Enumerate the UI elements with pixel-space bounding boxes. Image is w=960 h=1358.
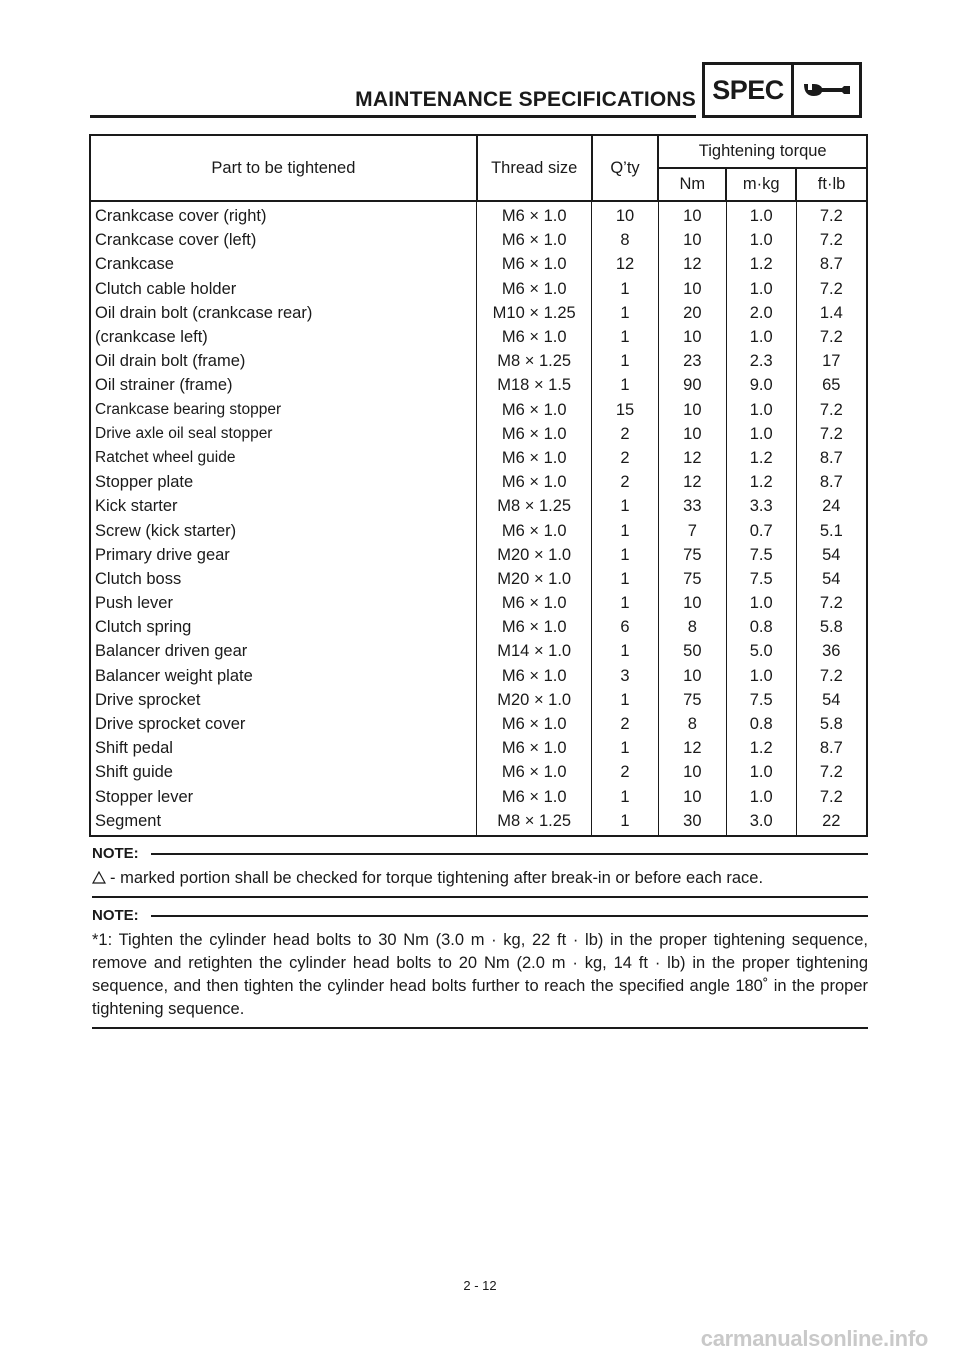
cell-ftlb: 7.2	[796, 325, 867, 349]
cell-mkg: 1.0	[726, 785, 796, 809]
cell-part: Shift guide	[90, 760, 477, 784]
cell-nm: 90	[658, 373, 726, 397]
cell-thread: M14 × 1.0	[477, 639, 592, 663]
cell-part: Oil drain bolt (crankcase rear)	[90, 301, 477, 325]
cell-thread: M6 × 1.0	[477, 252, 592, 276]
cell-ftlb: 7.2	[796, 398, 867, 422]
cell-nm: 20	[658, 301, 726, 325]
cell-nm: 10	[658, 228, 726, 252]
cell-ftlb: 5.8	[796, 712, 867, 736]
cell-mkg: 1.2	[726, 736, 796, 760]
cell-part: Crankcase	[90, 252, 477, 276]
cell-part: Oil drain bolt (frame)	[90, 349, 477, 373]
cell-part: Drive sprocket	[90, 688, 477, 712]
cell-qty: 2	[592, 760, 659, 784]
note-break-in	[92, 842, 868, 898]
cell-nm: 12	[658, 470, 726, 494]
table-row	[90, 494, 867, 518]
cell-part: Screw (kick starter)	[90, 518, 477, 542]
table-row	[90, 809, 867, 836]
cell-ftlb: 24	[796, 494, 867, 518]
cell-qty: 1	[592, 349, 659, 373]
cell-mkg: 7.5	[726, 567, 796, 591]
cell-nm: 12	[658, 252, 726, 276]
cell-nm: 8	[658, 615, 726, 639]
cell-mkg: 1.2	[726, 446, 796, 470]
cell-part: Oil strainer (frame)	[90, 373, 477, 397]
cell-qty: 15	[592, 398, 659, 422]
cell-qty: 3	[592, 664, 659, 688]
table-row	[90, 201, 867, 228]
cell-mkg: 1.0	[726, 664, 796, 688]
cell-nm: 12	[658, 446, 726, 470]
cell-part: (crankcase left)	[90, 325, 477, 349]
cell-part: Drive sprocket cover	[90, 712, 477, 736]
cell-thread: M6 × 1.0	[477, 201, 592, 228]
cell-nm: 75	[658, 543, 726, 567]
cell-part: Clutch boss	[90, 567, 477, 591]
cell-thread: M6 × 1.0	[477, 615, 592, 639]
cell-qty: 1	[592, 736, 659, 760]
cell-mkg: 3.3	[726, 494, 796, 518]
table-row	[90, 785, 867, 809]
cell-mkg: 3.0	[726, 809, 796, 836]
cell-nm: 10	[658, 201, 726, 228]
cell-thread: M6 × 1.0	[477, 736, 592, 760]
cell-ftlb: 54	[796, 567, 867, 591]
cell-part: Ratchet wheel guide	[90, 446, 477, 470]
table-row	[90, 615, 867, 639]
cell-qty: 2	[592, 422, 659, 446]
cell-mkg: 7.5	[726, 543, 796, 567]
cell-ftlb: 65	[796, 373, 867, 397]
triangle-outline-icon	[92, 871, 106, 884]
table-body	[90, 201, 867, 836]
note-end-rule	[92, 896, 868, 898]
cell-thread: M10 × 1.25	[477, 301, 592, 325]
cell-nm: 10	[658, 785, 726, 809]
cell-qty: 1	[592, 809, 659, 836]
header-rule	[90, 115, 696, 118]
cell-qty: 2	[592, 712, 659, 736]
note-rule	[151, 915, 868, 917]
cell-mkg: 1.0	[726, 422, 796, 446]
cell-nm: 75	[658, 688, 726, 712]
table-row	[90, 325, 867, 349]
cell-mkg: 1.0	[726, 277, 796, 301]
cell-thread: M6 × 1.0	[477, 398, 592, 422]
cell-nm: 10	[658, 398, 726, 422]
cell-part: Stopper plate	[90, 470, 477, 494]
cell-thread: M6 × 1.0	[477, 591, 592, 615]
section-badge	[702, 62, 862, 118]
cell-nm: 75	[658, 567, 726, 591]
cell-qty: 1	[592, 494, 659, 518]
table-row	[90, 567, 867, 591]
note-label: NOTE:	[92, 845, 139, 862]
table-row	[90, 252, 867, 276]
page-header	[90, 62, 868, 122]
cell-thread: M6 × 1.0	[477, 664, 592, 688]
cell-ftlb: 36	[796, 639, 867, 663]
cell-nm: 10	[658, 277, 726, 301]
cell-qty: 10	[592, 201, 659, 228]
cell-ftlb: 7.2	[796, 664, 867, 688]
cell-mkg: 5.0	[726, 639, 796, 663]
cell-ftlb: 22	[796, 809, 867, 836]
header-mkg: m·kg	[726, 168, 796, 201]
header-thread-size: Thread size	[477, 135, 592, 201]
cell-part: Clutch cable holder	[90, 277, 477, 301]
cell-thread: M8 × 1.25	[477, 349, 592, 373]
cell-thread: M20 × 1.0	[477, 688, 592, 712]
cell-mkg: 1.0	[726, 398, 796, 422]
cell-part: Push lever	[90, 591, 477, 615]
cell-ftlb: 8.7	[796, 446, 867, 470]
cell-thread: M6 × 1.0	[477, 446, 592, 470]
cell-ftlb: 1.4	[796, 301, 867, 325]
cell-mkg: 1.0	[726, 591, 796, 615]
cell-mkg: 2.0	[726, 301, 796, 325]
header-quantity: Q’ty	[592, 135, 659, 201]
cell-thread: M6 × 1.0	[477, 325, 592, 349]
cell-qty: 2	[592, 470, 659, 494]
table-row	[90, 228, 867, 252]
cell-qty: 8	[592, 228, 659, 252]
cell-qty: 1	[592, 567, 659, 591]
cell-ftlb: 8.7	[796, 736, 867, 760]
cell-part: Crankcase bearing stopper	[90, 398, 477, 422]
cell-ftlb: 54	[796, 543, 867, 567]
cell-qty: 6	[592, 615, 659, 639]
table-row	[90, 349, 867, 373]
table-row	[90, 470, 867, 494]
table-row	[90, 518, 867, 542]
cell-thread: M6 × 1.0	[477, 422, 592, 446]
cell-ftlb: 54	[796, 688, 867, 712]
note-text: *1: Tighten the cylinder head bolts to 30 Nm (3.0 m · kg, 22 ft · lb) in the proper tightening sequence, remove and retighten the cylinder head bolts to 20 Nm (2.0 m · kg, 14 ft · lb) in the proper tightening sequence, and then tighten the cylinder head bolts further to reach the specified angle 180˚ in the proper tightening sequence.	[92, 931, 868, 1018]
cell-mkg: 1.0	[726, 201, 796, 228]
cell-part: Balancer weight plate	[90, 664, 477, 688]
cell-part: Primary drive gear	[90, 543, 477, 567]
table-row	[90, 373, 867, 397]
cell-ftlb: 7.2	[796, 422, 867, 446]
cell-mkg: 0.8	[726, 615, 796, 639]
cell-qty: 1	[592, 373, 659, 397]
header-part: Part to be tightened	[90, 135, 477, 201]
table-row	[90, 760, 867, 784]
cell-part: Drive axle oil seal stopper	[90, 422, 477, 446]
table-row	[90, 639, 867, 663]
cell-thread: M6 × 1.0	[477, 228, 592, 252]
cell-thread: M6 × 1.0	[477, 712, 592, 736]
header-nm: Nm	[658, 168, 726, 201]
cell-thread: M6 × 1.0	[477, 470, 592, 494]
cell-nm: 23	[658, 349, 726, 373]
cell-nm: 12	[658, 736, 726, 760]
cell-part: Shift pedal	[90, 736, 477, 760]
cell-thread: M6 × 1.0	[477, 760, 592, 784]
cell-mkg: 0.8	[726, 712, 796, 736]
note-cylinder-head	[92, 904, 868, 1029]
cell-qty: 1	[592, 518, 659, 542]
cell-qty: 1	[592, 277, 659, 301]
cell-nm: 50	[658, 639, 726, 663]
cell-ftlb: 5.1	[796, 518, 867, 542]
wrench-icon	[794, 65, 859, 115]
cell-nm: 10	[658, 325, 726, 349]
cell-ftlb: 17	[796, 349, 867, 373]
table-row	[90, 664, 867, 688]
cell-part: Crankcase cover (left)	[90, 228, 477, 252]
note-rule	[151, 853, 868, 855]
note-label: NOTE:	[92, 907, 139, 924]
page-number: 2 - 12	[463, 1278, 497, 1293]
cell-qty: 1	[592, 325, 659, 349]
cell-ftlb: 7.2	[796, 277, 867, 301]
cell-thread: M6 × 1.0	[477, 277, 592, 301]
cell-ftlb: 7.2	[796, 591, 867, 615]
table-row	[90, 422, 867, 446]
cell-ftlb: 7.2	[796, 228, 867, 252]
cell-thread: M18 × 1.5	[477, 373, 592, 397]
cell-nm: 10	[658, 760, 726, 784]
cell-qty: 12	[592, 252, 659, 276]
cell-qty: 2	[592, 446, 659, 470]
cell-mkg: 1.0	[726, 228, 796, 252]
torque-spec-table	[89, 134, 868, 837]
cell-ftlb: 7.2	[796, 760, 867, 784]
cell-qty: 1	[592, 639, 659, 663]
cell-qty: 1	[592, 785, 659, 809]
cell-nm: 8	[658, 712, 726, 736]
cell-nm: 10	[658, 664, 726, 688]
cell-qty: 1	[592, 591, 659, 615]
cell-part: Segment	[90, 809, 477, 836]
table-row	[90, 543, 867, 567]
cell-mkg: 0.7	[726, 518, 796, 542]
cell-thread: M6 × 1.0	[477, 785, 592, 809]
table-row	[90, 277, 867, 301]
cell-ftlb: 5.8	[796, 615, 867, 639]
section-label: SPEC	[705, 65, 794, 115]
table-row	[90, 398, 867, 422]
cell-qty: 1	[592, 543, 659, 567]
table-row	[90, 301, 867, 325]
cell-qty: 1	[592, 301, 659, 325]
cell-thread: M8 × 1.25	[477, 809, 592, 836]
note-text: - marked portion shall be checked for torque tightening after break-in or before each race.	[110, 869, 764, 887]
cell-qty: 1	[592, 688, 659, 712]
table-row	[90, 712, 867, 736]
cell-nm: 7	[658, 518, 726, 542]
cell-part: Kick starter	[90, 494, 477, 518]
cell-part: Crankcase cover (right)	[90, 201, 477, 228]
cell-ftlb: 8.7	[796, 252, 867, 276]
cell-ftlb: 8.7	[796, 470, 867, 494]
cell-mkg: 1.0	[726, 325, 796, 349]
cell-nm: 33	[658, 494, 726, 518]
page-title: MAINTENANCE SPECIFICATIONS	[355, 88, 696, 111]
table-row	[90, 688, 867, 712]
cell-mkg: 1.0	[726, 760, 796, 784]
note-end-rule	[92, 1027, 868, 1029]
cell-ftlb: 7.2	[796, 785, 867, 809]
cell-thread: M20 × 1.0	[477, 567, 592, 591]
cell-nm: 10	[658, 422, 726, 446]
cell-nm: 30	[658, 809, 726, 836]
header-ftlb: ft·lb	[796, 168, 867, 201]
cell-part: Balancer driven gear	[90, 639, 477, 663]
cell-mkg: 2.3	[726, 349, 796, 373]
cell-mkg: 1.2	[726, 470, 796, 494]
table-row	[90, 446, 867, 470]
table-row	[90, 736, 867, 760]
cell-ftlb: 7.2	[796, 201, 867, 228]
cell-thread: M6 × 1.0	[477, 518, 592, 542]
cell-thread: M8 × 1.25	[477, 494, 592, 518]
cell-mkg: 9.0	[726, 373, 796, 397]
cell-nm: 10	[658, 591, 726, 615]
watermark[interactable]: carmanualsonline.info	[700, 1326, 928, 1351]
cell-thread: M20 × 1.0	[477, 543, 592, 567]
cell-part: Clutch spring	[90, 615, 477, 639]
cell-mkg: 1.2	[726, 252, 796, 276]
header-tightening-torque: Tightening torque	[658, 135, 867, 168]
cell-mkg: 7.5	[726, 688, 796, 712]
table-row	[90, 591, 867, 615]
cell-part: Stopper lever	[90, 785, 477, 809]
